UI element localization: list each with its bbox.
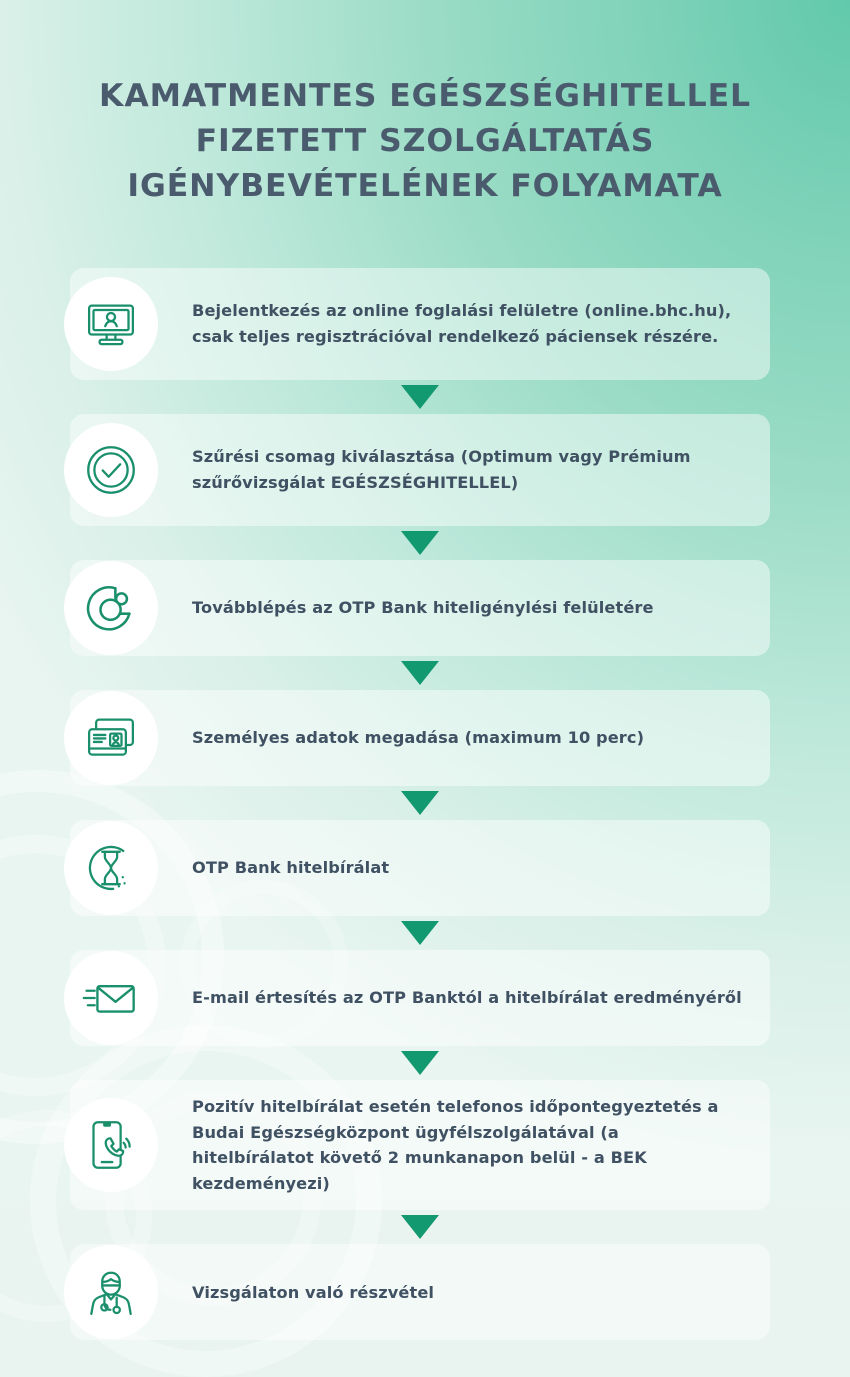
- doctor-icon: [64, 1245, 158, 1339]
- mobile-phone-call-icon: [64, 1098, 158, 1192]
- process-step-5: [70, 820, 770, 950]
- step-card: [70, 690, 770, 786]
- flow-arrow: [70, 1046, 770, 1080]
- process-step-3: [70, 560, 770, 690]
- step-card: [70, 560, 770, 656]
- step-text: Vizsgálaton való részvétel: [192, 1282, 435, 1302]
- step-card: [70, 950, 770, 1046]
- desktop-user-icon: [64, 277, 158, 371]
- envelope-icon: [64, 951, 158, 1045]
- step-text: Bejelentkezés az online foglalási felületre (online.bhc.hu), csak teljes regisztrációval rendelkező páciensek részére.: [192, 301, 732, 346]
- process-step-2: [70, 414, 770, 560]
- process-step-7: [70, 1080, 770, 1244]
- step-card: [70, 268, 770, 380]
- process-step-6: [70, 950, 770, 1080]
- page-title-line-3: IGÉNYBEVÉTELÉNEK FOLYAMATA: [127, 168, 723, 205]
- flow-arrow: [70, 916, 770, 950]
- step-text: Személyes adatok megadása (maximum 10 perc): [192, 728, 645, 748]
- step-text: OTP Bank hitelbírálat: [192, 858, 390, 878]
- otp-bank-logo-icon: [64, 561, 158, 655]
- step-text: Továbblépés az OTP Bank hiteligénylési felületére: [192, 598, 654, 618]
- step-text: E-mail értesítés az OTP Banktól a hitelbírálat eredményéről: [192, 988, 742, 1008]
- process-step-4: [70, 690, 770, 820]
- flow-arrow: [70, 1210, 770, 1244]
- step-text: Szűrési csomag kiválasztása (Optimum vagy Prémium szűrővizsgálat EGÉSZSÉGHITELLEL): [192, 447, 691, 492]
- id-card-icon: [64, 691, 158, 785]
- step-text: Pozitív hitelbírálat esetén telefonos időpontegyeztetés a Budai Egészségközpont ügyfélszolgálatával (a hitelbírálatot követő 2 munkanapon belül - a BEK kezdeményezi): [192, 1097, 719, 1193]
- process-step-8: [70, 1244, 770, 1340]
- step-card: [70, 414, 770, 526]
- check-circle-icon: [64, 423, 158, 517]
- step-card: [70, 1080, 770, 1210]
- flow-arrow: [70, 656, 770, 690]
- page-title-line-1: KAMATMENTES EGÉSZSÉGHITELLEL: [99, 78, 751, 114]
- step-card: [70, 1244, 770, 1340]
- step-card: [70, 820, 770, 916]
- flow-arrow: [70, 786, 770, 820]
- process-step-1: [70, 268, 770, 414]
- page-title: [0, 74, 850, 209]
- page-title-line-2: FIZETETT SZOLGÁLTATÁS: [195, 123, 655, 160]
- flow-arrow: [70, 526, 770, 560]
- process-steps-list: [70, 268, 770, 1340]
- hourglass-icon: [64, 821, 158, 915]
- flow-arrow: [70, 380, 770, 414]
